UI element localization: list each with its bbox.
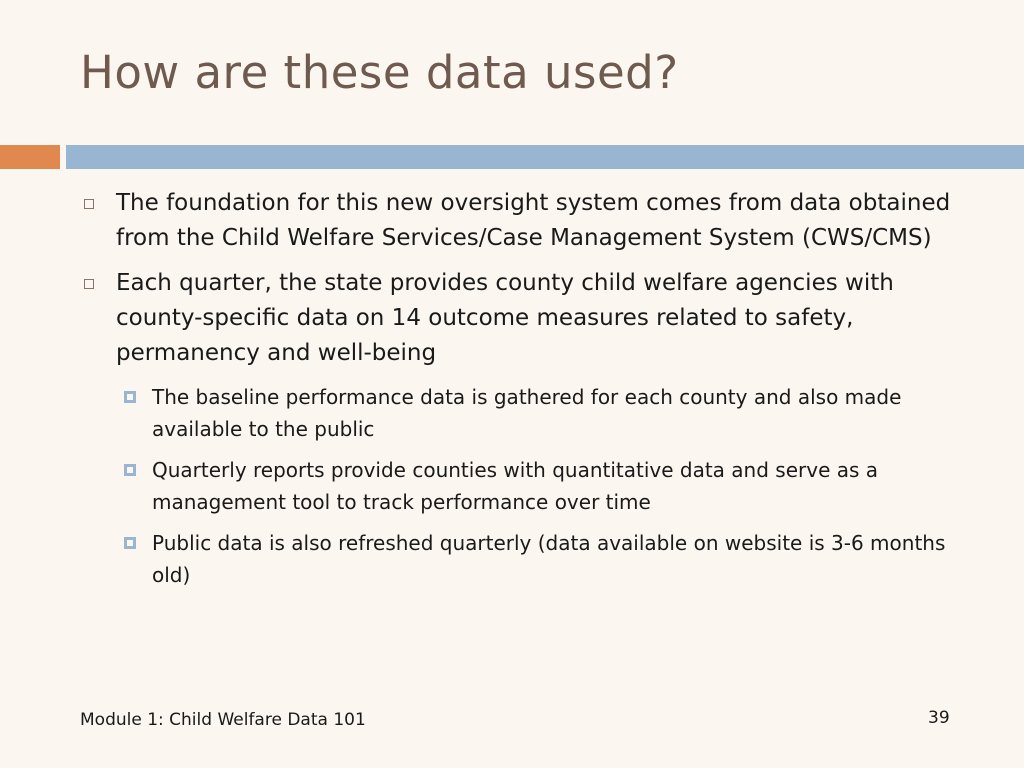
- accent-band-orange: [0, 145, 60, 169]
- sub-bullet-item: [114, 527, 970, 591]
- hollow-square-bullet-icon: [84, 279, 94, 289]
- square-bullet-icon: [124, 537, 136, 549]
- square-bullet-icon: [124, 391, 136, 403]
- bullet-text: Each quarter, the state provides county child welfare agencies with county-specific data on 14 outcome measures related to safety, permanency and well-being: [116, 270, 894, 366]
- sub-bullet-item: [114, 454, 970, 518]
- slide-content: [80, 186, 970, 600]
- accent-band-blue: [66, 145, 1024, 169]
- hollow-square-bullet-icon: [84, 199, 94, 209]
- square-bullet-icon: [124, 464, 136, 476]
- sub-bullet-list: [114, 381, 970, 591]
- sub-bullet-text: Quarterly reports provide counties with quantitative data and serve as a management tool to track performance over time: [152, 458, 879, 514]
- slide-title: How are these data used?: [80, 46, 679, 99]
- bullet-item: [80, 186, 970, 256]
- sub-bullet-text: Public data is also refreshed quarterly (data available on website is 3-6 months old): [152, 531, 946, 587]
- bullet-item: [80, 266, 970, 371]
- sub-bullet-item: [114, 381, 970, 445]
- page-number: 39: [928, 708, 950, 728]
- sub-bullet-text: The baseline performance data is gathered for each county and also made available to the public: [152, 385, 902, 441]
- footer-module-label: Module 1: Child Welfare Data 101: [80, 710, 366, 730]
- bullet-text: The foundation for this new oversight system comes from data obtained from the Child Welfare Services/Case Management System (CWS/CMS): [116, 190, 951, 251]
